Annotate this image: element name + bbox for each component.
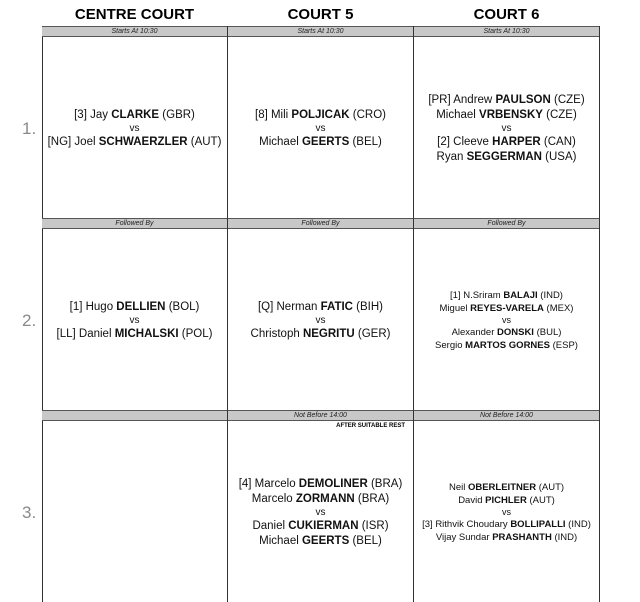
player-name: Sergio MARTOS GORNES (ESP) [435,340,578,351]
time-header-bar: Starts At 10:30 [42,26,227,37]
player-name: Michael GEERTS (BEL) [259,135,382,148]
player-name: [Q] Nerman FATIC (BIH) [257,300,384,313]
match-note: AFTER SUITABLE REST [336,423,405,429]
versus-label: vs [502,507,511,517]
player-name: [8] Mili POLJICAK (CRO) [255,108,386,121]
player-name: Daniel CUKIERMAN (ISR) [252,519,389,532]
player-name: David PICHLER (AUT) [458,495,555,506]
player-name: [3] Jay CLARKE (GBR) [74,108,195,121]
player-name: Michael GEERTS (BEL) [259,534,382,547]
court-header-6: COURT 6 [473,6,540,23]
player-name: [LL] Daniel MICHALSKI (POL) [56,327,213,340]
match-cell [228,39,413,218]
time-header-bar: Followed By [414,218,599,229]
time-header-bar: Not Before 14:00 [228,410,413,421]
match-cell [42,231,227,410]
match-order-number: 1. [22,119,37,138]
time-header-bar [42,410,227,421]
time-header-bar: Followed By [42,218,227,229]
player-name: Alexander DONSKI (BUL) [451,327,562,338]
time-header-bar: Starts At 10:30 [414,26,599,37]
versus-label: vs [129,314,140,326]
time-header-bar: Starts At 10:30 [228,26,413,37]
player-name: [2] Cleeve HARPER (CAN) [437,135,576,148]
versus-label: vs [501,122,512,134]
match-cell [42,39,227,218]
player-name: Ryan SEGGERMAN (USA) [436,150,577,163]
player-name: Christoph NEGRITU (GER) [250,327,391,340]
match-cell [414,231,599,410]
match-order-number: 2. [22,311,37,330]
match-cell [228,231,413,410]
versus-label: vs [502,315,511,325]
time-header-bar: Not Before 14:00 [414,410,599,421]
player-name: Marcelo ZORMANN (BRA) [251,492,390,505]
player-name: [3] Rithvik Choudary BOLLIPALLI (IND) [422,519,591,530]
match-cell [414,39,599,218]
versus-label: vs [315,122,326,134]
player-name: [1] N.Sriram BALAJI (IND) [450,290,563,301]
match-cell [414,423,599,602]
player-name: Vijay Sundar PRASHANTH (IND) [435,532,578,543]
match-cell [228,423,413,602]
versus-label: vs [315,314,326,326]
player-name: Neil OBERLEITNER (AUT) [448,482,565,493]
court-header-5: COURT 5 [287,6,354,23]
player-name: [1] Hugo DELLIEN (BOL) [69,300,200,313]
player-name: Michael VRBENSKY (CZE) [436,108,577,121]
column-divider [599,26,600,602]
player-name: Miguel REYES-VARELA (MEX) [439,303,574,314]
versus-label: vs [129,122,140,134]
versus-label: vs [315,506,326,518]
time-header-bar: Followed By [228,218,413,229]
court-header-centre: CENTRE COURT [74,6,195,23]
player-name: [NG] Joel SCHWAERZLER (AUT) [47,135,222,148]
player-name: [PR] Andrew PAULSON (CZE) [428,93,585,106]
match-order-number: 3. [22,503,37,522]
player-name: [4] Marcelo DEMOLINER (BRA) [238,477,403,490]
